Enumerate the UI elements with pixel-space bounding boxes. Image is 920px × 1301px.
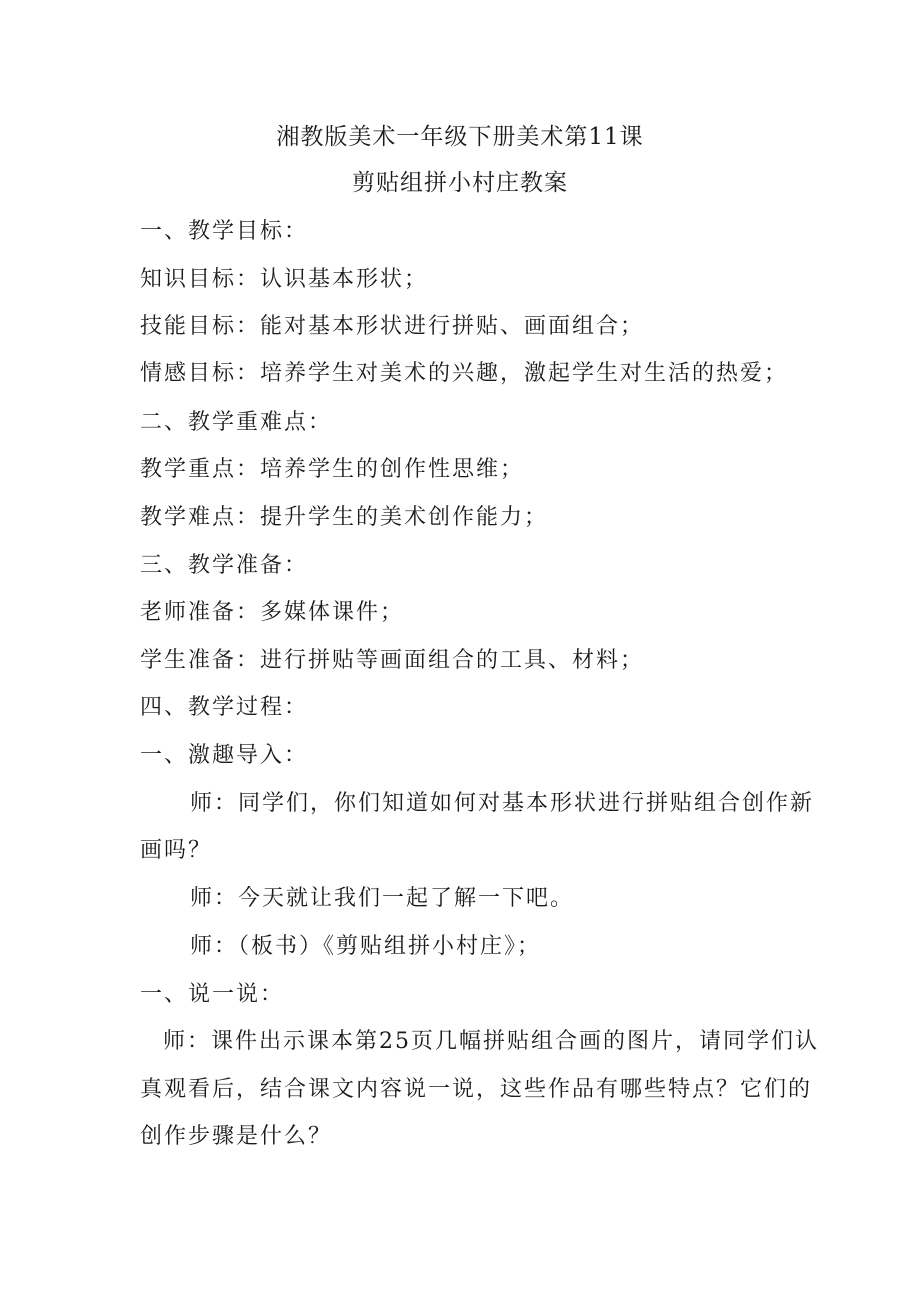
teacher-preparation: 老师准备：多媒体课件； <box>140 600 405 625</box>
teacher-question-line1: 师：同学们，你们知道如何对基本形状进行拼贴组合创作新 <box>190 791 815 816</box>
teacher-instruction-line3: 创作步骤是什么？ <box>140 1124 333 1149</box>
section-heading-preparation: 三、教学准备： <box>140 553 309 578</box>
teacher-blackboard: 师：（板书）《剪贴组拼小村庄》； <box>190 934 542 959</box>
emotion-objective: 情感目标：培养学生对美术的兴趣，激起学生对生活的热爱； <box>140 361 789 386</box>
teacher-instruction-line1: 师：课件出示课本第25页几幅拼贴组合画的图片，请同学们认 <box>163 1029 819 1054</box>
section-heading-objectives: 一、教学目标： <box>140 219 309 244</box>
section-heading-process: 四、教学过程： <box>140 695 309 720</box>
teacher-question-line2: 画吗？ <box>140 838 213 863</box>
teacher-instruction-line2: 真观看后，结合课文内容说一说，这些作品有哪些特点？它们的 <box>140 1077 813 1102</box>
teacher-statement: 师：今天就让我们一起了解一下吧。 <box>190 886 575 911</box>
difficult-point: 教学难点：提升学生的美术创作能力； <box>140 505 549 530</box>
subsection-heading-say: 一、说一说： <box>140 982 285 1007</box>
key-point: 教学重点：培养学生的创作性思维； <box>140 457 525 482</box>
subsection-heading-intro: 一、激趣导入： <box>140 743 309 768</box>
student-preparation: 学生准备：进行拼贴等画面组合的工具、材料； <box>140 648 645 673</box>
knowledge-objective: 知识目标：认识基本形状； <box>140 267 429 292</box>
section-heading-key-points: 二、教学重难点： <box>140 410 333 435</box>
document-subtitle: 剪贴组拼小村庄教案 <box>352 170 568 196</box>
skill-objective: 技能目标：能对基本形状进行拼贴、画面组合； <box>140 314 645 339</box>
document-title: 湘教版美术一年级下册美术第11课 <box>276 124 644 150</box>
